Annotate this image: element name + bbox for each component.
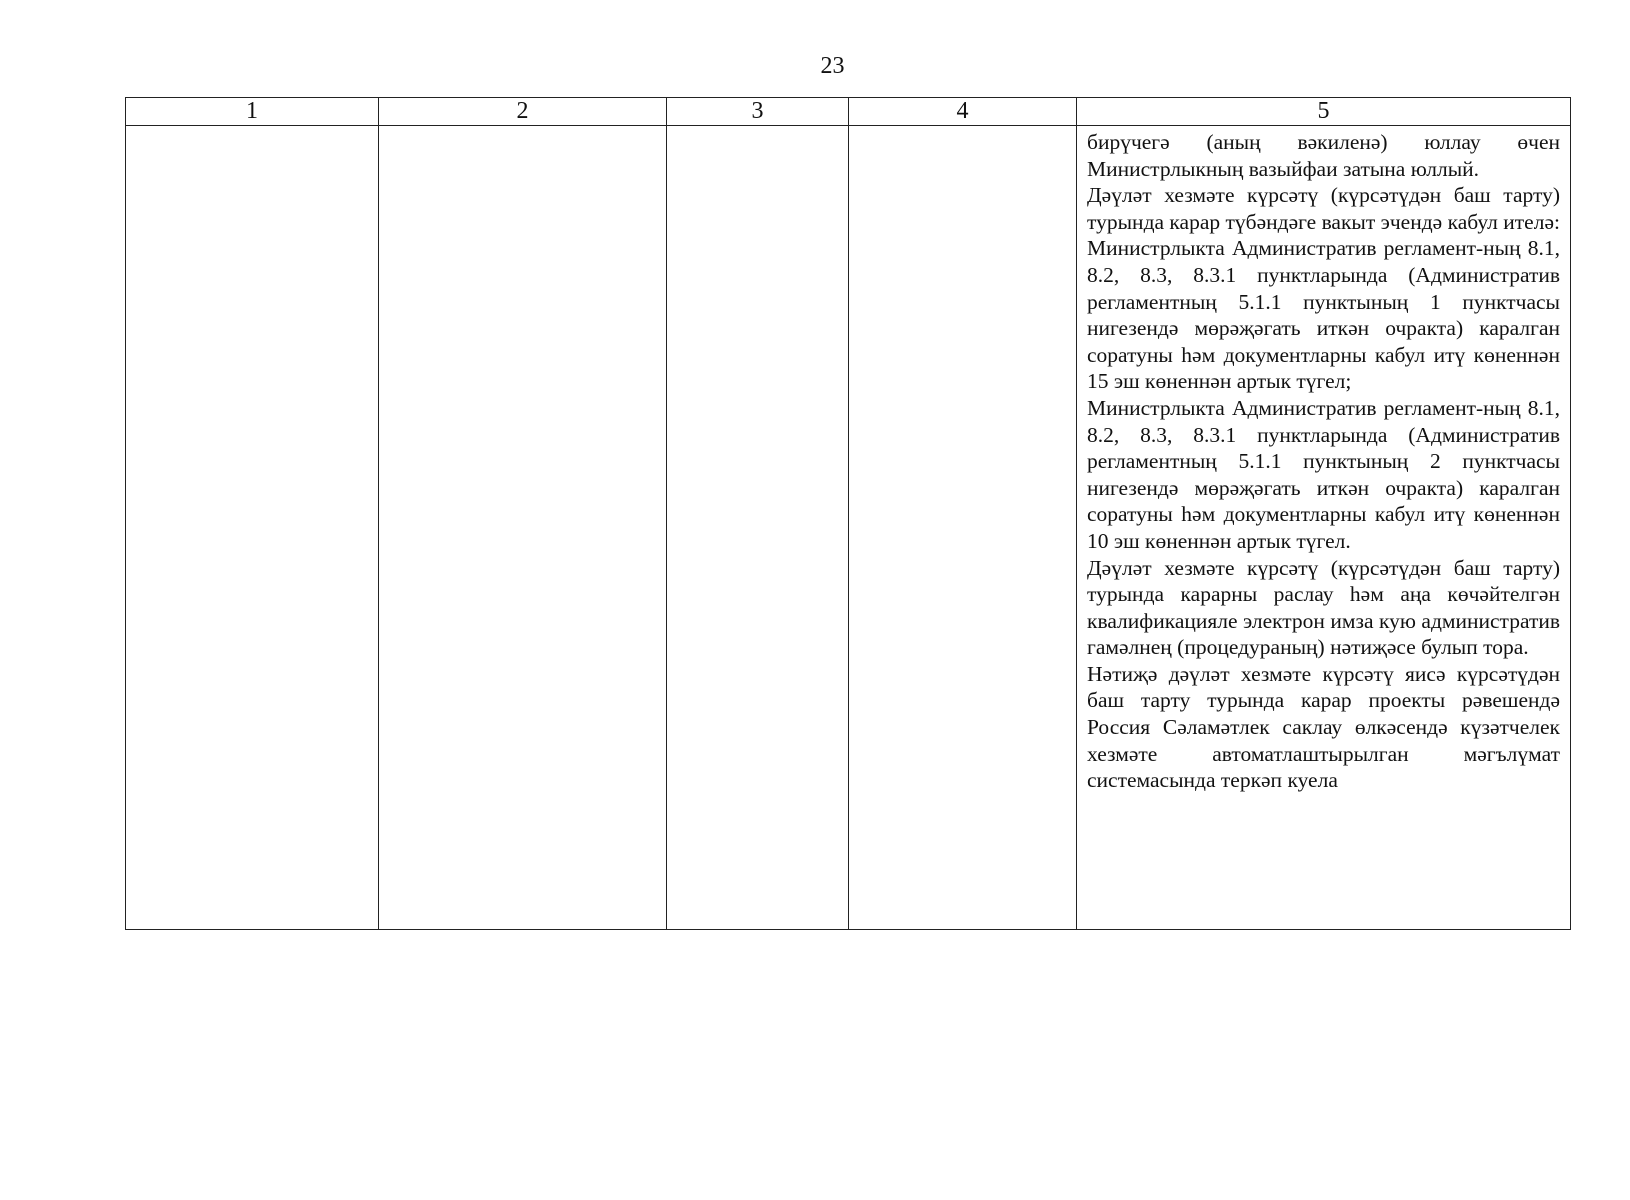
cell-col-2: [379, 126, 667, 930]
table-header-row: [126, 98, 1571, 126]
column-header-3: 3: [667, 98, 849, 126]
paragraph-1: бирүчегә (аның вәкиленә) юллау өчен Министрлыкның вазыйфаи затына юллый.: [1087, 130, 1560, 181]
column-header-5: 5: [1077, 98, 1571, 126]
cell-col-3: [667, 126, 849, 930]
cell-col-4: [849, 126, 1077, 930]
paragraph-4: Министрлыкта Административ регламент-ның 8.1, 8.2, 8.3, 8.3.1 пунктларында (Административ регламентның 5.1.1 пунктының 2 пунктчасы нигезендә мөрәҗәгать иткән очракта) каралган соратуны һәм документларны кабул итү көненнән 10 эш көненнән артык түгел.: [1087, 395, 1560, 553]
column-header-2: 2: [379, 98, 667, 126]
paragraph-2: Дәүләт хезмәте күрсәтү (күрсәтүдән баш тарту) турында карар түбәндәге вакыт эчендә кабул ителә:: [1087, 183, 1560, 234]
cell-col-5: [1077, 126, 1571, 930]
table-row: [126, 126, 1571, 930]
paragraph-3: Министрлыкта Административ регламент-ның 8.1, 8.2, 8.3, 8.3.1 пунктларында (Административ регламентның 5.1.1 пунктының 1 пунктчасы нигезендә мөрәҗәгать иткән очракта) каралган соратуны һәм документларны кабул итү көненнән 15 эш көненнән артык түгел;: [1087, 236, 1560, 394]
column-header-1: 1: [126, 98, 379, 126]
page-number: 23: [820, 53, 845, 79]
document-table: [125, 97, 1571, 930]
paragraph-5: Дәүләт хезмәте күрсәтү (күрсәтүдән баш тарту) турында карарны раслау һәм аңа көчәйтелгән квалификацияле электрон имза кую административ гамәлнең (процедураның) нәтиҗәсе булып тора.: [1087, 555, 1560, 660]
column-header-4: 4: [849, 98, 1077, 126]
paragraph-6: Нәтиҗә дәүләт хезмәте күрсәтү яисә күрсәтүдән баш тарту турында карар проекты рәвешендә Россия Сәламәтлек саклау өлкәсендә күзәтчелек хезмәте автоматлаштырылган мәгълүмат системасында теркәп куела: [1087, 661, 1560, 793]
cell-col-1: [126, 126, 379, 930]
